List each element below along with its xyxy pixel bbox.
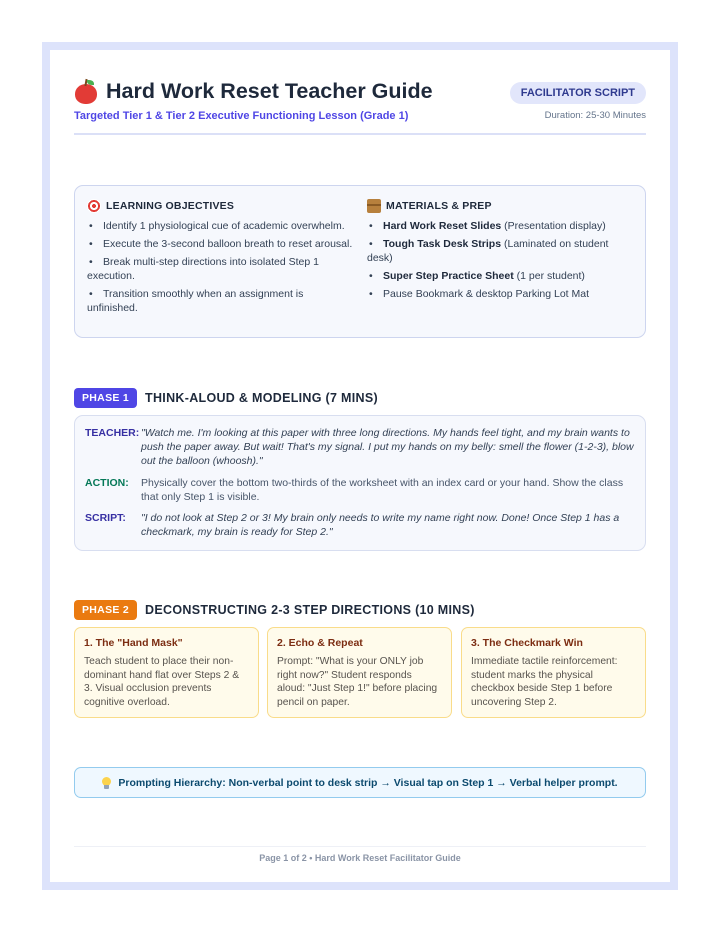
target-icon <box>87 199 101 213</box>
learning-objectives <box>87 199 355 319</box>
guide-page <box>42 42 678 890</box>
action-row <box>85 476 637 504</box>
objectives-materials-card <box>74 185 646 338</box>
page-title-row <box>74 79 433 104</box>
objectives-heading: LEARNING OBJECTIVES <box>106 200 235 212</box>
apple-icon <box>74 79 98 104</box>
strategy-title: 3. The Checkmark Win <box>471 637 583 649</box>
page-footer: Page 1 of 2 • Hard Work Reset Facilitator Guide <box>74 846 646 863</box>
facilitator-badge: FACILITATOR SCRIPT <box>510 82 646 104</box>
phase1-tag: PHASE 1 <box>74 388 137 408</box>
teacher-row <box>85 426 637 468</box>
materials-heading: MATERIALS & PREP <box>386 200 492 212</box>
objective-item: • Break multi-step directions into isolated Step 1 execution. <box>87 256 319 282</box>
script-text: "I do not look at Step 2 or 3! My brain only needs to write my name right now. Done! Once Step 1 has a checkmark, my brain is ready for Step 2." <box>141 512 620 538</box>
material-item: • Super Step Practice Sheet (1 per student) <box>369 270 585 282</box>
strategy-title: 1. The "Hand Mask" <box>84 637 183 649</box>
strategy-text: Immediate tactile reinforcement: student marks the physical checkbox beside Step 1 before uncovering Step 2. <box>471 656 618 708</box>
material-item: • Pause Bookmark & desktop Parking Lot Mat <box>369 288 590 300</box>
page-subtitle: Targeted Tier 1 & Tier 2 Executive Functioning Lesson (Grade 1) <box>74 110 409 122</box>
material-item: • Hard Work Reset Slides (Presentation display) <box>369 220 606 232</box>
phase1-title: THINK-ALOUD & MODELING (7 MINS) <box>145 391 378 405</box>
action-text: Physically cover the bottom two-thirds of the worksheet with an index card or your hand. Show the class that only Step 1 is visible. <box>141 477 624 503</box>
tip-text: Prompting Hierarchy: Non-verbal point to desk strip → Visual tap on Step 1 → Verbal helper prompt. <box>118 776 618 789</box>
strategy-card-checkmark-win <box>461 627 646 718</box>
materials-heading-row <box>367 199 635 213</box>
objectives-heading-row <box>87 199 355 213</box>
phase2-title: DECONSTRUCTING 2-3 STEP DIRECTIONS (10 MINS) <box>145 603 475 617</box>
script-label: SCRIPT: <box>85 512 126 524</box>
page-title: Hard Work Reset Teacher Guide <box>106 79 433 103</box>
teacher-label: TEACHER: <box>85 427 140 439</box>
phase1-heading <box>74 388 378 408</box>
box-icon <box>367 199 381 213</box>
teacher-text: "Watch me. I'm looking at this paper with three long directions. My hands feel tight, and my brain wants to push the paper away. But wait! That's my signal. I put my hands on my belly: smell the flower (1-2-3), blow out the balloon (whoosh)." <box>141 427 634 467</box>
strategy-text: Teach student to place their non-dominant hand flat over Steps 2 & 3. Visual occlusion prevents cognitive overload. <box>84 656 240 708</box>
prompting-hierarchy-tip <box>74 767 646 798</box>
materials-prep <box>367 199 635 305</box>
strategy-text: Prompt: "What is your ONLY job right now?" Student responds aloud: "Just Step 1!" before placing pencil on paper. <box>277 656 438 708</box>
lightbulb-icon <box>102 777 111 789</box>
phase2-heading <box>74 600 475 620</box>
phase2-tag: PHASE 2 <box>74 600 137 620</box>
strategy-card-hand-mask <box>74 627 259 718</box>
script-row <box>85 511 637 539</box>
strategy-title: 2. Echo & Repeat <box>277 637 363 649</box>
action-label: ACTION: <box>85 477 129 489</box>
phase1-card <box>74 415 646 551</box>
strategy-card-echo-repeat <box>267 627 452 718</box>
objective-item: • Transition smoothly when an assignment is unfinished. <box>87 288 304 314</box>
objective-item: • Identify 1 physiological cue of academic overwhelm. <box>89 220 345 232</box>
page-header <box>74 74 646 135</box>
objective-item: • Execute the 3-second balloon breath to reset arousal. <box>89 238 353 250</box>
page-content <box>74 74 646 863</box>
duration-label: Duration: 25-30 Minutes <box>544 110 646 121</box>
material-item: • Tough Task Desk Strips (Laminated on student desk) <box>367 238 609 264</box>
